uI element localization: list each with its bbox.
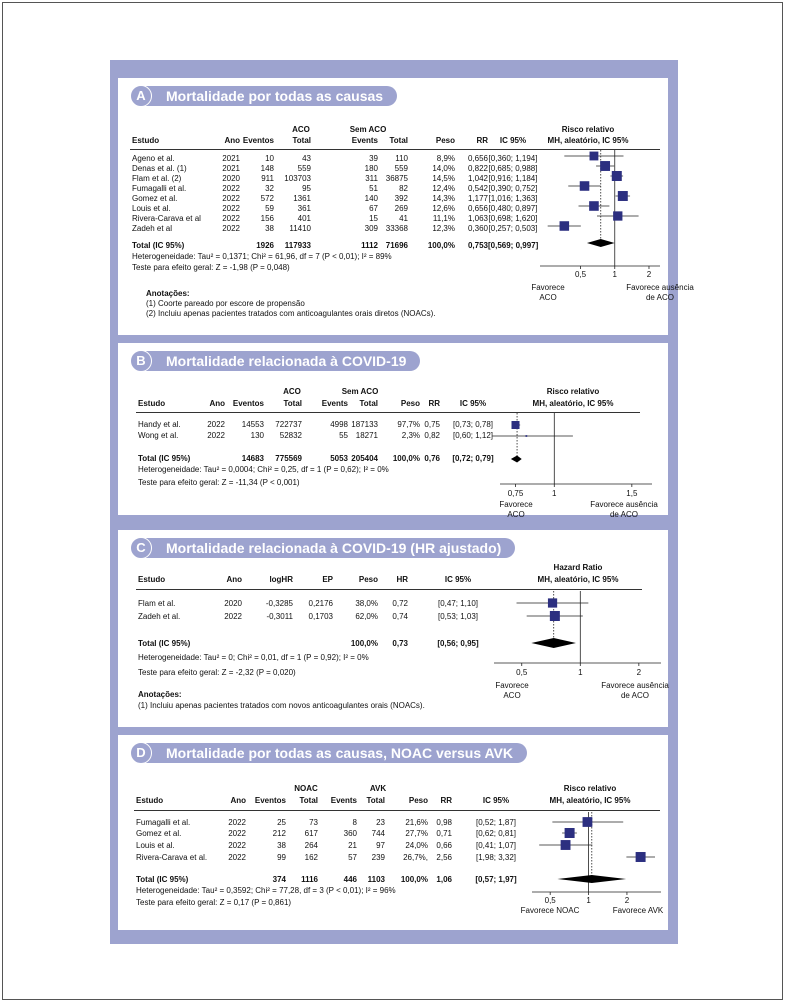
col-peso: Peso [435, 136, 455, 145]
study-marker [600, 161, 610, 171]
panel-c-title-text: Mortalidade relacionada à COVID-19 (HR ajustado) [166, 540, 502, 556]
favor-left-label: Favorece [531, 283, 565, 292]
col-rr: RR [476, 136, 488, 145]
col-peso: Peso [358, 575, 378, 584]
col-eventos: Eventos [254, 796, 286, 805]
note: (2) Incluiu apenas pacientes tratados com anticoagulantes orais diretos (NOACs). [146, 309, 436, 318]
panel-a: A Mortalidade por todas as causas ACO Sem ACO Risco relativo Estudo Ano Eventos Total Events Total Peso RR IC 95% MH, aleatório, IC 95% Ageno et al. 2021 10 43 39 110 8,9% 0,656 [0,360; 1,194] Denas et al. (1) 2021 148 559 180 559 14,0% 0,822 [0,685; 0,988] Flam et al. (2) 2020 911 103703 311 36875 14,5% 1,042 [0,916; 1,184] Fumagalli et al. 2022 32 95 51 82 12,4% 0,542 [0,390; 0,752] Gomez et al. 2022 572 1361 140 392 14,3% 1,177 [1,016; 1,363] Louis et al. 2022 59 361 67 269 12,6% 0,656 [0,480; 0,897] Rivera-Carava et al 2022 156 401 15 41 11,1% 1,063 [0,698; 1,620] Zadeh et al 2022 38 11410 309 33368 12,3% 0,360 [0,257; 0,503] Total (IC 95%) 1926 117933 1112 71696 100,0% 0,753 [0,569; 0,997] Heterogeneidade: Tau² = 0,1371; Chi² = 61,96, df = 7 (P < 0,01); I² = 89% Teste para efeito geral: Z = -1,98 (P = 0,048) Anotações: (1) Coorte pareado por escore de propensão (2) Incluiu apenas pacientes tratados com anticoagulantes orais diretos (NOACs). 0,5 1 2 Favorece ACO Favorece ausência de ACO [118, 78, 668, 335]
overall-test: Teste para efeito geral: Z = -1,98 (P = 0,048) [132, 263, 290, 272]
group2-header: AVK [369, 784, 387, 793]
heterogeneity: Heterogeneidade: Tau² = 0,1371; Chi² = 61,96, df = 7 (P < 0,01); I² = 89% [132, 252, 392, 261]
col-total: Total [299, 796, 318, 805]
favor-right-label: de ACO [609, 510, 639, 519]
col-total2: Total [389, 136, 408, 145]
study-marker [565, 828, 575, 838]
study-marker [589, 201, 599, 211]
panel-c-letter: C [130, 537, 152, 559]
effect-subtitle: MH, aleatório, IC 95% [537, 575, 619, 584]
col-total2: Total [359, 399, 378, 408]
pooled-diamond [531, 638, 576, 648]
tick-label: 2 [636, 668, 642, 677]
tick-label: 1 [578, 668, 583, 677]
col-events: Events [351, 136, 378, 145]
effect-subtitle: MH, aleatório, IC 95% [547, 136, 629, 145]
col-ano: Ano [209, 399, 225, 408]
panel-d-title [136, 743, 527, 763]
study-marker [560, 221, 570, 231]
col-eventos: Eventos [242, 136, 274, 145]
col-ano: Ano [226, 575, 242, 584]
effect-title: Risco relativo [546, 387, 600, 396]
col-ic: IC 95% [482, 796, 510, 805]
col-events: Events [330, 796, 357, 805]
study-marker [525, 435, 527, 437]
overall-test: Teste para efeito geral: Z = 0,17 (P = 0,861) [136, 898, 292, 907]
tick-label: 1 [552, 489, 557, 498]
heterogeneity: Heterogeneidade: Tau² = 0; Chi² = 0,01, df = 1 (P = 0,92); I² = 0% [138, 653, 369, 662]
group1-header: ACO [283, 387, 301, 396]
study-marker [636, 852, 646, 862]
favor-right-label: Favorece ausência [626, 283, 694, 292]
col-estudo: Estudo [138, 575, 166, 584]
col-ic: IC 95% [499, 136, 527, 145]
panel-c: C Mortalidade relacionada à COVID-19 (HR ajustado) Hazard Ratio Estudo Ano logHR EP Peso HR IC 95% MH, aleatório, IC 95% Flam et al. 2020 -0,3285 0,2176 38,0% 0,72 [0,47; 1,10] Zadeh et al. 2022 -0,3011 0,1703 62,0% 0,74 [0,53; 1,03] Total (IC 95%) 100,0% 0,73 [0,56; 0,95] Heterogeneidade: Tau² = 0; Chi² = 0,01, df = 1 (P = 0,92); I² = 0% Teste para efeito geral: Z = -2,32 (P = 0,020) Anotações: (1) Incluiu apenas pacientes tratados com novos anticoagulantes orais (NOACs). 0,5 1 2 Favorece ACO Favorece ausência de ACO [118, 530, 668, 727]
col-rr: RR [440, 796, 452, 805]
favor-left-label: ACO [507, 510, 525, 519]
col-hr: HR [396, 575, 408, 584]
col-total2: Total [366, 796, 385, 805]
study-marker [548, 598, 557, 607]
favor-right-label: de ACO [645, 293, 675, 302]
col-ic: IC 95% [459, 399, 487, 408]
study-marker [580, 181, 590, 191]
panel-d: D Mortalidade por todas as causas, NOAC versus AVK NOAC AVK Risco relativo Estudo Ano Eventos Total Events Total Peso RR IC 95% MH, aleatório, IC 95% Fumagalli et al. 2022 25 73 8 23 21,6% 0,98 [0,52; 1,87] Gomez et al. 2022 212 617 360 744 27,7% 0,71 [0,62; 0,81] Louis et al. 2022 38 264 21 97 24,0% 0,66 [0,41; 1,07] Rivera-Carava et al. 2022 99 162 57 239 26,7%, 2,56 [1,98; 3,32] Total (IC 95%) 374 1116 446 1103 100,0% 1,06 [0,57; 1,97] Heterogeneidade: Tau² = 0,3592; Chi² = 77,28, df = 3 (P < 0,01); I² = 96% Teste para efeito geral: Z = 0,17 (P = 0,861) 0,5 1 2 Favorece NOAC Favorece AVK [118, 735, 668, 930]
pooled-diamond [557, 875, 626, 883]
group2-header: Sem ACO [349, 125, 387, 134]
note: (1) Coorte pareado por escore de propensão [146, 299, 305, 308]
favor-right-label: de ACO [620, 691, 650, 700]
col-ano: Ano [230, 796, 246, 805]
overall-test: Teste para efeito geral: Z = -2,32 (P = 0,020) [138, 668, 296, 677]
panel-c-title [136, 538, 515, 558]
tick-label: 0,75 [507, 489, 524, 498]
favor-right-label: Favorece AVK [612, 906, 664, 915]
col-peso: Peso [408, 796, 428, 805]
study-marker [612, 171, 622, 181]
tick-label: 0,5 [574, 270, 587, 279]
col-estudo: Estudo [132, 136, 160, 145]
col-ano: Ano [224, 136, 240, 145]
col-ep: EP [322, 575, 333, 584]
study-marker [583, 817, 593, 827]
forest-plot-a [531, 146, 694, 302]
favor-left-label: Favorece [499, 500, 533, 509]
heterogeneity: Heterogeneidade: Tau² = 0,3592; Chi² = 77,28, df = 3 (P < 0,01); I² = 96% [136, 886, 396, 895]
effect-title: Hazard Ratio [553, 563, 603, 572]
pooled-diamond [511, 456, 522, 463]
notes-title: Anotações: [146, 289, 190, 298]
panel-a-title [136, 86, 397, 106]
tick-label: 0,5 [544, 896, 556, 905]
col-events: Events [321, 399, 348, 408]
panel-b-title-text: Mortalidade relacionada à COVID-19 [166, 353, 407, 369]
col-eventos: Eventos [232, 399, 264, 408]
study-marker [618, 191, 628, 201]
col-estudo: Estudo [138, 399, 166, 408]
panel-b-title [136, 351, 420, 371]
effect-title: Risco relativo [563, 784, 617, 793]
favor-left-label: ACO [539, 293, 557, 302]
panel-d-letter: D [130, 742, 152, 764]
overall-test: Teste para efeito geral: Z = -11,34 (P < 0,001) [138, 478, 300, 487]
tick-label: 2 [624, 896, 630, 905]
col-total: Total [283, 399, 302, 408]
favor-left-label: Favorece [495, 681, 529, 690]
favor-left-label: ACO [503, 691, 521, 700]
col-peso: Peso [400, 399, 420, 408]
group1-header: ACO [292, 125, 310, 134]
favor-right-label: Favorece ausência [601, 681, 669, 690]
col-total: Total [292, 136, 311, 145]
tick-label: 2 [646, 270, 652, 279]
study-marker [613, 211, 622, 220]
favor-right-label: Favorece ausência [590, 500, 658, 509]
study-marker [561, 840, 571, 850]
effect-subtitle: MH, aleatório, IC 95% [532, 399, 614, 408]
forest-plot-b [496, 409, 658, 519]
forest-plot-d [520, 808, 665, 928]
tick-label: 1,5 [626, 489, 638, 498]
col-estudo: Estudo [136, 796, 164, 805]
effect-subtitle: MH, aleatório, IC 95% [549, 796, 631, 805]
pooled-diamond [587, 239, 615, 247]
study-marker [512, 421, 520, 429]
col-ic: IC 95% [444, 575, 472, 584]
group1-header: NOAC [294, 784, 318, 793]
panel-d-title-text: Mortalidade por todas as causas, NOAC versus AVK [166, 745, 513, 761]
panel-b-letter: B [130, 350, 152, 372]
study-marker [590, 152, 599, 161]
col-rr: RR [428, 399, 440, 408]
note: (1) Incluiu apenas pacientes tratados com novos anticoagulantes orais (NOACs). [138, 701, 425, 710]
panel-b: B Mortalidade relacionada à COVID-19 ACO Sem ACO Risco relativo Estudo Ano Eventos Total Events Total Peso RR IC 95% MH, aleatório, IC 95% Handy et al. 2022 14553 722737 4998 187133 97,7% 0,75 [0,73; 0,78] Wong et al. 2022 130 52832 55 18271 2,3% 0,82 [0,60; 1,12] Total (IC 95%) 14683 775569 5053 205404 100,0% 0,76 [0,72; 0,79] Heterogeneidade: Tau² = 0,0004; Chi² = 0,25, df = 1 (P = 0,62); I² = 0% Teste para efeito geral: Z = -11,34 (P < 0,001) 0,75 1 1,5 Favorece ACO Favorece ausência de ACO [118, 343, 668, 515]
favor-left-label: Favorece NOAC [520, 906, 580, 915]
tick-label: 1 [586, 896, 591, 905]
tick-label: 0,5 [516, 668, 528, 677]
heterogeneity: Heterogeneidade: Tau² = 0,0004; Chi² = 0,25, df = 1 (P = 0,62); I² = 0% [138, 465, 389, 474]
notes-title: Anotações: [138, 690, 182, 699]
effect-title: Risco relativo [561, 125, 615, 134]
study-marker [550, 611, 560, 621]
panel-a-title-text: Mortalidade por todas as causas [166, 88, 384, 104]
col-loghr: logHR [269, 575, 293, 584]
tick-label: 1 [612, 270, 617, 279]
forest-plot-c [490, 587, 669, 727]
group2-header: Sem ACO [341, 387, 379, 396]
panel-a-letter: A [130, 85, 152, 107]
